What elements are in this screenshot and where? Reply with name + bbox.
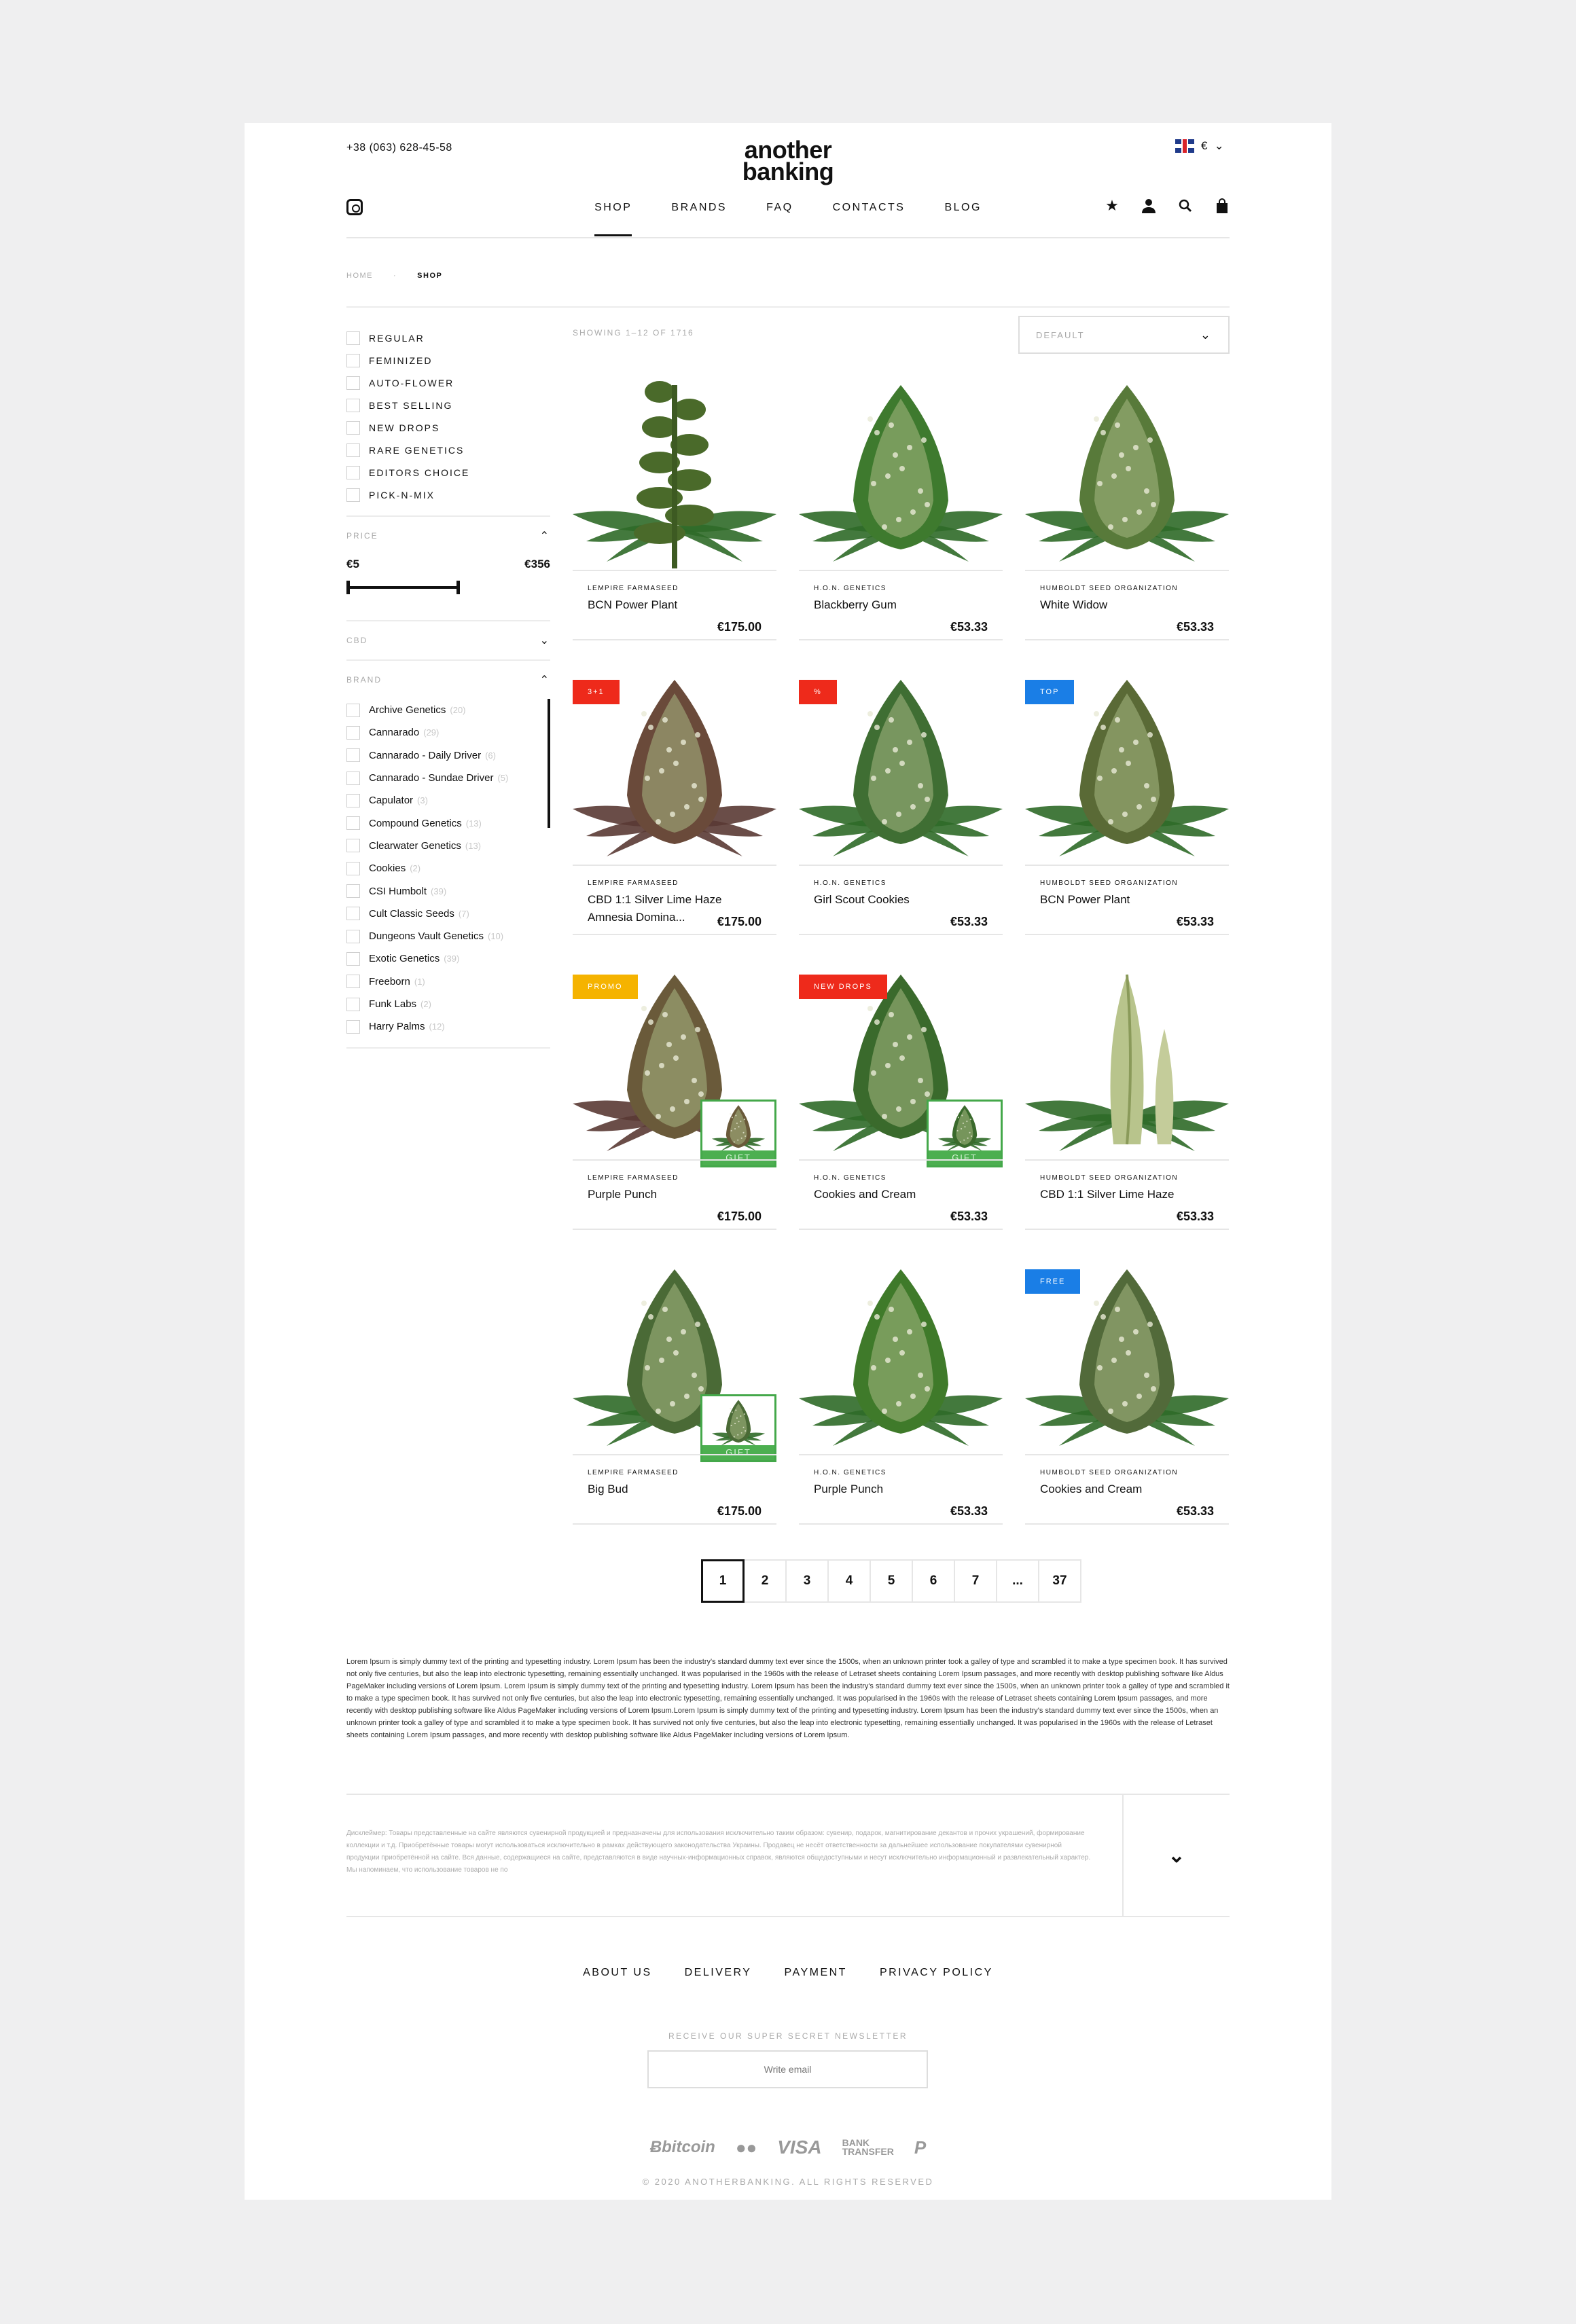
- checkbox[interactable]: [346, 331, 360, 345]
- chevron-up-icon: ⌃: [539, 674, 550, 686]
- brand-checkbox[interactable]: [346, 1015, 550, 1038]
- footer-link[interactable]: ABOUT US: [583, 1967, 652, 1978]
- brand-checkbox[interactable]: [346, 835, 550, 857]
- brand-checkbox[interactable]: [346, 925, 550, 947]
- category-label: AUTO-FLOWER: [369, 377, 454, 388]
- product-price: €53.33: [950, 915, 988, 928]
- gift-thumbnail: [702, 1396, 774, 1448]
- brand-name: Harry Palms: [369, 1021, 425, 1033]
- product-info: [1025, 865, 1229, 935]
- product-info: [573, 865, 776, 935]
- page-3-button[interactable]: 3: [785, 1559, 829, 1603]
- brand-checkbox[interactable]: [346, 721, 550, 744]
- category-checkbox[interactable]: [346, 439, 550, 461]
- category-checkbox[interactable]: [346, 461, 550, 484]
- product-info: [799, 1159, 1003, 1230]
- product-name[interactable]: BCN Power Plant: [1040, 893, 1130, 906]
- brand-checkbox[interactable]: [346, 789, 550, 812]
- product-subname: Amnesia Domina...: [588, 911, 685, 924]
- product-card[interactable]: [799, 666, 1003, 961]
- brand-count: (7): [458, 908, 469, 919]
- brand-count: (2): [410, 863, 421, 874]
- brand-name: Cannarado: [369, 727, 420, 739]
- product-brand: HUMBOLDT SEED ORGANIZATION: [1040, 1174, 1179, 1182]
- uk-flag-icon: [1175, 139, 1194, 153]
- checkbox[interactable]: [346, 1020, 360, 1034]
- checkbox[interactable]: [346, 748, 360, 762]
- language-currency-selector[interactable]: [1175, 139, 1224, 153]
- category-checkbox[interactable]: [346, 484, 550, 506]
- breadcrumb: [346, 272, 442, 280]
- brand-checkbox[interactable]: [346, 903, 550, 925]
- product-brand: LEMPIRE FARMASEED: [588, 879, 679, 887]
- product-price: €53.33: [1176, 1210, 1214, 1223]
- brand-checkbox[interactable]: [346, 767, 550, 789]
- product-info: [799, 1454, 1003, 1525]
- product-name[interactable]: Purple Punch: [814, 1483, 884, 1495]
- chevron-up-icon: ⌃: [539, 530, 550, 542]
- product-image[interactable]: [799, 371, 1003, 570]
- price-range-values: [346, 558, 550, 571]
- mastercard-logo: ●●: [735, 2137, 757, 2158]
- brand-name: Capulator: [369, 795, 414, 807]
- category-checkbox[interactable]: [346, 327, 550, 349]
- gift-label: GIFT: [929, 1150, 1001, 1165]
- product-card[interactable]: [573, 371, 776, 666]
- footer-links: [245, 1967, 1331, 1979]
- gift-thumbnail: [929, 1102, 1001, 1153]
- newsletter-label: RECEIVE OUR SUPER SECRET NEWSLETTER: [668, 2031, 908, 2041]
- product-price: €175.00: [717, 1504, 762, 1518]
- page-37-button[interactable]: 37: [1038, 1559, 1081, 1603]
- breadcrumb-separator: ·: [393, 272, 397, 280]
- brand-name: Cookies: [369, 863, 406, 875]
- brand-checkbox[interactable]: [346, 879, 550, 902]
- product-info: [573, 1159, 776, 1230]
- brand-checkbox[interactable]: [346, 857, 550, 879]
- paypal-logo: P: [914, 2137, 927, 2158]
- product-price: €53.33: [1176, 915, 1214, 928]
- product-price: €175.00: [717, 620, 762, 634]
- product-badge: FREE: [1025, 1269, 1080, 1294]
- checkbox[interactable]: [346, 998, 360, 1011]
- brand-name: Clearwater Genetics: [369, 839, 461, 852]
- seo-text: Lorem Ipsum is simply dummy text of the printing and typesetting industry. Lorem Ipsum has been the industry's standard dummy text ever since the 1500s, when an unknown printer took a galley of type and scrambled it to make a type specimen book. It has survived not only five centuries, but also the leap into electronic typesetting, remaining essentially unchanged. It was popularised in the 1960s with the release of Letraset sheets containing Lorem Ipsum passages, and more recently with desktop publishing software like Aldus PageMaker including versions of Lorem Ipsum. Lorem Ipsum is simply dummy text of the printing and typesetting industry. Lorem Ipsum has been the industry's standard dummy text ever since the 1500s, when an unknown printer took a galley of type and scrambled it to make a type specimen book. It has survived not only five centuries, but also the leap into electronic typesetting, remaining essentially unchanged. It was popularised in the 1960s with the release of Letraset sheets containing Lorem Ipsum passages, and more recently with desktop publishing software like Aldus PageMaker including versions of Lorem Ipsum.Lorem Ipsum is simply dummy text of the printing and typesetting industry. Lorem Ipsum has been the industry's standard dummy text ever since the 1500s, when an unknown printer took a galley of type and scrambled it to make a type specimen book. It has survived not only five centuries, but also the leap into electronic typesetting, remaining essentially unchanged. It was popularised in the 1960s with the release of Letraset sheets containing Lorem Ipsum passages, and more recently with desktop publishing software like Aldus PageMaker including versions of Lorem Ipsum.: [346, 1658, 1230, 1739]
- product-card[interactable]: [799, 961, 1003, 1256]
- checkbox[interactable]: [346, 399, 360, 412]
- filters-sidebar: [346, 327, 550, 1049]
- currency-label: €: [1201, 139, 1208, 152]
- page-6-button[interactable]: 6: [912, 1559, 955, 1603]
- category-label: EDITORS CHOICE: [369, 467, 470, 478]
- price-slider-min-handle[interactable]: [346, 581, 350, 594]
- price-filter-header[interactable]: [346, 515, 550, 555]
- checkbox[interactable]: [346, 376, 360, 390]
- chevron-down-icon: ⌄: [1168, 1844, 1185, 1867]
- brand-filter-label: BRAND: [346, 675, 382, 685]
- price-slider[interactable]: [346, 577, 550, 597]
- brand-items: [346, 699, 550, 1038]
- category-checkbox[interactable]: [346, 394, 550, 416]
- brand-count: (10): [488, 931, 504, 942]
- checkbox[interactable]: [346, 443, 360, 457]
- product-brand: H.O.N. GENETICS: [814, 879, 886, 887]
- product-brand: LEMPIRE FARMASEED: [588, 1174, 679, 1182]
- gift-thumbnail: [702, 1102, 774, 1153]
- product-card[interactable]: [1025, 371, 1229, 666]
- page-5-button[interactable]: 5: [870, 1559, 913, 1603]
- nav-item-blog[interactable]: BLOG: [944, 202, 982, 213]
- brand-count: (29): [423, 727, 440, 738]
- page: [245, 123, 1331, 2200]
- brand-count: (6): [485, 750, 496, 761]
- phone-number[interactable]: +38 (063) 628-45-58: [346, 142, 452, 153]
- brand-checkbox[interactable]: [346, 744, 550, 767]
- brand-count: (13): [465, 818, 482, 829]
- nav-item-faq[interactable]: FAQ: [766, 202, 793, 213]
- category-checkbox[interactable]: [346, 349, 550, 371]
- copyright: © 2020 ANOTHERBANKING. ALL RIGHTS RESERVED: [642, 2177, 934, 2187]
- product-card[interactable]: [573, 961, 776, 1256]
- category-label: BEST SELLING: [369, 399, 453, 411]
- brand-count: (2): [420, 999, 431, 1009]
- checkbox[interactable]: [346, 488, 360, 502]
- product-brand: HUMBOLDT SEED ORGANIZATION: [1040, 585, 1179, 592]
- brand-count: (39): [444, 954, 460, 964]
- checkbox[interactable]: [346, 726, 360, 740]
- product-card[interactable]: [1025, 961, 1229, 1256]
- newsletter-email-input[interactable]: [647, 2050, 928, 2088]
- menu: [346, 196, 1230, 219]
- gift-label: GIFT: [702, 1150, 774, 1165]
- checkbox[interactable]: [346, 930, 360, 943]
- product-name[interactable]: Big Bud: [588, 1483, 628, 1495]
- checkbox[interactable]: [346, 975, 360, 988]
- product-card[interactable]: [799, 371, 1003, 666]
- disclaimer-expand-button[interactable]: [1122, 1795, 1230, 1916]
- product-badge: %: [799, 680, 837, 704]
- product-brand: HUMBOLDT SEED ORGANIZATION: [1040, 1469, 1179, 1476]
- brand-name: Dungeons Vault Genetics: [369, 930, 484, 943]
- divider: [346, 306, 1230, 308]
- category-filters: [346, 327, 550, 506]
- bank-transfer-logo: BANK TRANSFER: [842, 2137, 894, 2157]
- page-1-button[interactable]: 1: [701, 1559, 745, 1603]
- cart-bag-icon[interactable]: [1215, 198, 1230, 214]
- brand-count: (3): [417, 795, 428, 806]
- brand-count: (13): [465, 840, 482, 851]
- product-brand: HUMBOLDT SEED ORGANIZATION: [1040, 879, 1179, 887]
- product-price: €175.00: [717, 1210, 762, 1223]
- category-label: PICK-N-MIX: [369, 489, 435, 501]
- price-slider-track: [346, 586, 459, 589]
- footer-link[interactable]: PRIVACY POLICY: [879, 1967, 993, 1978]
- product-info: [799, 865, 1003, 935]
- chevron-down-icon: ⌄: [539, 635, 550, 647]
- product-name[interactable]: BCN Power Plant: [588, 598, 678, 611]
- checkbox[interactable]: [346, 421, 360, 435]
- brand-filter-header[interactable]: [346, 659, 550, 699]
- brand-count: (5): [497, 773, 509, 784]
- brand-name: Exotic Genetics: [369, 953, 440, 965]
- breadcrumb-home[interactable]: HOME: [346, 272, 373, 280]
- visa-logo: VISA: [777, 2137, 822, 2158]
- product-card[interactable]: [1025, 666, 1229, 961]
- brand-checkbox[interactable]: [346, 993, 550, 1015]
- brand-count: (1): [414, 976, 425, 987]
- checkbox[interactable]: [346, 816, 360, 830]
- logo-line-2: banking: [742, 158, 834, 185]
- footer-link[interactable]: DELIVERY: [684, 1967, 752, 1978]
- sort-value: DEFAULT: [1036, 329, 1085, 340]
- product-card[interactable]: [573, 666, 776, 961]
- checkbox[interactable]: [346, 884, 360, 898]
- product-image[interactable]: [799, 1256, 1003, 1454]
- price-filter-label: PRICE: [346, 531, 378, 541]
- product-info: [1025, 1159, 1229, 1230]
- checkbox[interactable]: [346, 907, 360, 920]
- chevron-down-icon: ⌄: [1200, 327, 1212, 342]
- nav-item-brands[interactable]: BRANDS: [671, 202, 728, 213]
- footer-link[interactable]: PAYMENT: [784, 1967, 847, 1978]
- nav-item-contacts[interactable]: CONTACTS: [832, 202, 906, 213]
- product-card[interactable]: [1025, 1256, 1229, 1550]
- product-price: €53.33: [950, 1504, 988, 1518]
- product-name[interactable]: Blackberry Gum: [814, 598, 897, 611]
- product-brand: LEMPIRE FARMASEED: [588, 585, 679, 592]
- brand-name: Cannarado - Sundae Driver: [369, 772, 494, 784]
- checkbox[interactable]: [346, 952, 360, 966]
- header-icons: [1105, 198, 1230, 214]
- brand-checkbox[interactable]: [346, 812, 550, 834]
- site-logo[interactable]: [245, 136, 1331, 185]
- page-ellipsis-button: ...: [996, 1559, 1039, 1603]
- product-name[interactable]: CBD 1:1 Silver Lime Haze: [1040, 1188, 1175, 1201]
- brand-count: (39): [431, 886, 447, 896]
- divider: [346, 1047, 550, 1049]
- chevron-down-icon: ⌄: [1214, 139, 1224, 152]
- product-info: [799, 570, 1003, 640]
- results-count: SHOWING 1–12 OF 1716: [573, 328, 694, 338]
- cbd-filter-label: CBD: [346, 636, 368, 645]
- cbd-filter-header[interactable]: [346, 620, 550, 659]
- brand-checkbox[interactable]: [346, 699, 550, 721]
- payment-methods: [245, 2137, 1331, 2158]
- category-checkbox[interactable]: [346, 371, 550, 394]
- product-brand: H.O.N. GENETICS: [814, 1469, 886, 1476]
- product-badge: TOP: [1025, 680, 1074, 704]
- checkbox[interactable]: [346, 771, 360, 785]
- brand-checkbox[interactable]: [346, 947, 550, 970]
- product-info: [1025, 1454, 1229, 1525]
- product-name[interactable]: Cookies and Cream: [1040, 1483, 1143, 1495]
- bitcoin-logo: Ƀbitcoin: [649, 2138, 715, 2156]
- product-grid: [573, 371, 1230, 1550]
- category-label: NEW DROPS: [369, 422, 440, 433]
- product-card[interactable]: [799, 1256, 1003, 1550]
- checkbox[interactable]: [346, 862, 360, 875]
- product-name[interactable]: Cookies and Cream: [814, 1188, 916, 1201]
- page-4-button[interactable]: 4: [827, 1559, 871, 1603]
- gift-badge[interactable]: [700, 1100, 776, 1167]
- product-name[interactable]: CBD 1:1 Silver Lime Haze: [588, 893, 722, 906]
- breadcrumb-current: SHOP: [417, 272, 443, 280]
- product-badge: PROMO: [573, 975, 638, 999]
- product-brand: LEMPIRE FARMASEED: [588, 1469, 679, 1476]
- category-checkbox[interactable]: [346, 416, 550, 439]
- page-7-button[interactable]: 7: [954, 1559, 997, 1603]
- product-card[interactable]: [573, 1256, 776, 1550]
- checkbox[interactable]: [346, 704, 360, 717]
- product-name[interactable]: White Widow: [1040, 598, 1108, 611]
- product-image[interactable]: [573, 371, 776, 570]
- brand-count: (12): [429, 1021, 445, 1032]
- disclaimer-block: [346, 1794, 1230, 1917]
- logo-line-1: another: [744, 136, 832, 164]
- gift-badge[interactable]: [700, 1394, 776, 1462]
- brand-count: (20): [450, 705, 466, 716]
- product-toolbar: [573, 316, 1230, 357]
- search-icon[interactable]: [1178, 198, 1193, 214]
- checkbox[interactable]: [346, 354, 360, 367]
- brand-name: Cannarado - Daily Driver: [369, 749, 482, 761]
- price-max: €356: [524, 558, 550, 570]
- category-label: FEMINIZED: [369, 355, 433, 366]
- checkbox[interactable]: [346, 466, 360, 479]
- gift-label: GIFT: [702, 1445, 774, 1460]
- category-label: REGULAR: [369, 332, 425, 344]
- brand-name: CSI Humbolt: [369, 885, 427, 897]
- gift-badge[interactable]: [927, 1100, 1003, 1167]
- brand-name: Funk Labs: [369, 998, 417, 1010]
- price-slider-max-handle[interactable]: [456, 581, 460, 594]
- brand-list: [346, 699, 550, 1038]
- brand-name: Cult Classic Seeds: [369, 907, 454, 920]
- product-brand: H.O.N. GENETICS: [814, 1174, 886, 1182]
- favorites-star-icon[interactable]: ★: [1105, 197, 1119, 214]
- product-info: [573, 570, 776, 640]
- product-info: [1025, 570, 1229, 640]
- brand-name: Archive Genetics: [369, 704, 446, 716]
- product-price: €53.33: [950, 1210, 988, 1223]
- product-brand: H.O.N. GENETICS: [814, 585, 886, 592]
- main-nav: [346, 196, 1230, 238]
- product-name[interactable]: Girl Scout Cookies: [814, 893, 910, 906]
- sort-select[interactable]: [1018, 316, 1230, 354]
- pagination: [702, 1559, 1081, 1603]
- product-price: €53.33: [1176, 620, 1214, 634]
- brand-list-scrollbar[interactable]: [548, 699, 550, 828]
- checkbox[interactable]: [346, 794, 360, 807]
- category-label: RARE GENETICS: [369, 444, 465, 456]
- checkbox[interactable]: [346, 839, 360, 852]
- product-badge: 3+1: [573, 680, 620, 704]
- product-name[interactable]: Purple Punch: [588, 1188, 658, 1201]
- nav-item-shop[interactable]: SHOP: [594, 196, 632, 219]
- product-info: [573, 1454, 776, 1525]
- page-2-button[interactable]: 2: [743, 1559, 787, 1603]
- disclaimer-text: Дисклеймер: Товары представленные на сайте являются сувенирной продукцией и предназначены для использования исключительно таким образом: сувенир, подарок, магнитирование декантов и прочих украшений, формирование коллекции и т.д. Приобретённые товары могут использоваться исключительно в рамках действующего законодательства Украины. Продавец не несёт ответственности за дальнейшее использование покупателями сувенирной продукции приобретённой на сайте. Вся данные, содержащиеся на сайте, представляются в виде научных-информационных справок, являются общедоступными и несут исключительно информационный и развлекательный характер. Мы напоминаем, что использование товаров не по: [346, 1830, 1091, 1874]
- price-min: €5: [346, 558, 359, 570]
- product-price: €53.33: [950, 620, 988, 634]
- brand-name: Freeborn: [369, 975, 410, 987]
- product-price: €53.33: [1176, 1504, 1214, 1518]
- brand-checkbox[interactable]: [346, 970, 550, 993]
- product-badge: NEW DROPS: [799, 975, 887, 999]
- brand-name: Compound Genetics: [369, 817, 462, 829]
- product-image[interactable]: [1025, 961, 1229, 1159]
- account-user-icon[interactable]: [1141, 198, 1156, 214]
- product-image[interactable]: [1025, 371, 1229, 570]
- product-price: €175.00: [717, 915, 762, 928]
